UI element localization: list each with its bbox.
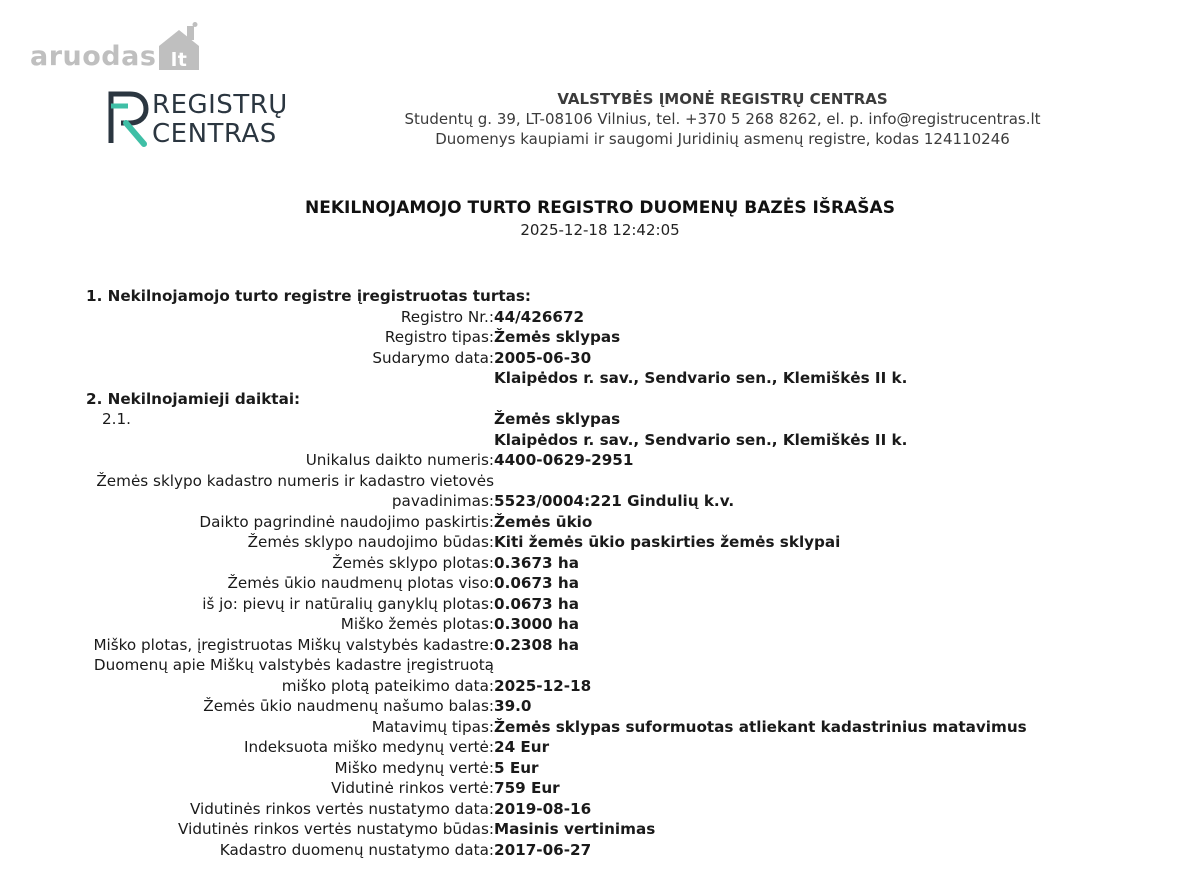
row-label: Miško plotas, įregistruotas Miškų valstybės kadastre: [93,635,494,654]
section-2-row [86,758,1146,779]
row-label [86,368,494,389]
watermark-suffix: lt [171,49,188,71]
row-label: Miško žemės plotas: [340,615,494,633]
extract-content [86,286,1146,860]
watermark-text: aruodas [30,41,157,72]
organization-header [395,89,1050,149]
row-label: Žemės sklypo naudojimo būdas: [247,533,494,551]
section-2-row [86,450,1146,471]
section-2-heading: 2. Nekilnojamieji daiktai: [86,389,301,408]
row-label: Žemės sklypo kadastro numeris ir kadastro vietovės [96,471,494,490]
item-address: Klaipėdos r. sav., Sendvario sen., Klemiškės II k. [494,430,908,449]
row-value: 759 Eur [494,779,560,797]
row-value: Žemės sklypas [494,328,621,346]
row-value: 5 Eur [494,758,539,777]
row-value: Masinis vertinimas [494,820,656,838]
row-label: Duomenų apie Miškų valstybės kadastre įregistruotą [93,656,494,674]
section-2-row [86,532,1146,553]
org-note: Duomenys kaupiami ir saugomi Juridinių asmenų registre, kodas 124110246 [435,130,1010,148]
org-name: VALSTYBĖS ĮMONĖ REGISTRŲ CENTRAS [557,90,888,108]
section-2-row [86,594,1146,615]
row-value: 5523/0004:221 Gindulių k.v. [494,492,735,510]
item-type: Žemės sklypas [494,410,621,428]
document-datetime: 2025-12-18 12:42:05 [520,221,680,239]
section-1-row [86,327,1146,348]
row-label: Indeksuota miško medynų vertė: [244,738,494,756]
row-label: Matavimų tipas: [371,717,494,736]
row-label: Unikalus daikto numeris: [305,451,494,469]
row-label: Vidutinės rinkos vertės nustatymo data: [189,799,494,818]
item-number: 2.1. [102,410,131,428]
row-value: Žemės sklypas suformuotas atliekant kadastrinius matavimus [494,717,1027,736]
row-value: 24 Eur [494,738,550,756]
row-value: 2017-06-27 [494,840,592,859]
item-header-row [86,409,1146,430]
document-title: NEKILNOJAMOJO TURTO REGISTRO DUOMENŲ BAZĖS IŠRAŠAS [305,198,895,218]
section-2-row [86,840,1146,861]
section-2-row [86,573,1146,594]
section-2-row [86,614,1146,635]
section-2-row [86,799,1146,820]
section-2-row [86,553,1146,574]
registru-centras-logo [106,88,291,150]
item-address-row [86,430,1146,451]
logo-line-1: REGISTRŲ [152,90,288,120]
row-label-cont: miško plotą pateikimo data: [281,676,494,695]
row-label: Žemės sklypo plotas: [332,553,494,572]
section-2-row [86,778,1146,799]
row-value: 44/426672 [494,307,585,326]
section-2-row [86,696,1146,717]
row-value: 0.0673 ha [494,574,579,592]
row-value: 2019-08-16 [494,799,592,818]
row-label: Sudarymo data: [372,348,494,367]
row-label: Vidutinės rinkos vertės nustatymo būdas: [178,820,494,838]
row-value: 2025-12-18 [494,676,592,695]
section-1-row [86,307,1146,328]
row-value: 0.2308 ha [494,635,579,654]
house-logo-icon [157,22,201,72]
row-value: Klaipėdos r. sav., Sendvario sen., Klemiškės II k. [494,369,908,387]
row-value: Kiti žemės ūkio paskirties žemės sklypai [494,533,841,551]
section-2-row [86,635,1146,656]
row-label: Registro Nr.: [400,307,494,326]
row-label: Kadastro duomenų nustatymo data: [219,840,494,859]
row-value: 0.0673 ha [494,594,579,613]
row-value: Žemės ūkio [494,512,593,531]
row-label: Registro tipas: [384,328,494,346]
logo-line-2: CENTRAS [152,119,277,149]
section-2-row [86,471,1146,512]
row-value: 0.3000 ha [494,615,579,633]
row-label-cont: pavadinimas: [391,492,494,510]
section-2-row [86,512,1146,533]
section-2-row [86,819,1146,840]
section-2-row [86,737,1146,758]
row-label: Daikto pagrindinė naudojimo paskirtis: [199,512,494,531]
row-value: 0.3673 ha [494,553,579,572]
row-value: 2005-06-30 [494,348,592,367]
row-value: 39.0 [494,697,532,715]
row-value: 4400-0629-2951 [494,451,634,469]
section-1-row [86,348,1146,369]
section-1-row [86,368,1146,389]
row-label: Žemės ūkio naudmenų našumo balas: [203,697,494,715]
aruodas-watermark [30,22,201,72]
row-label: Miško medynų vertė: [334,758,494,777]
section-2-row [86,717,1146,738]
section-1-heading: 1. Nekilnojamojo turto registre įregistruotas turtas: [86,287,531,305]
row-label: Žemės ūkio naudmenų plotas viso: [227,574,494,592]
row-label: Vidutinė rinkos vertė: [331,779,494,797]
section-2-row [86,655,1146,696]
rc-mark-icon [106,88,150,148]
org-address: Studentų g. 39, LT-08106 Vilnius, tel. +370 5 268 8262, el. p. info@registrucentras.lt [404,110,1041,128]
row-label: iš jo: pievų ir natūralių ganyklų plotas: [202,594,494,613]
